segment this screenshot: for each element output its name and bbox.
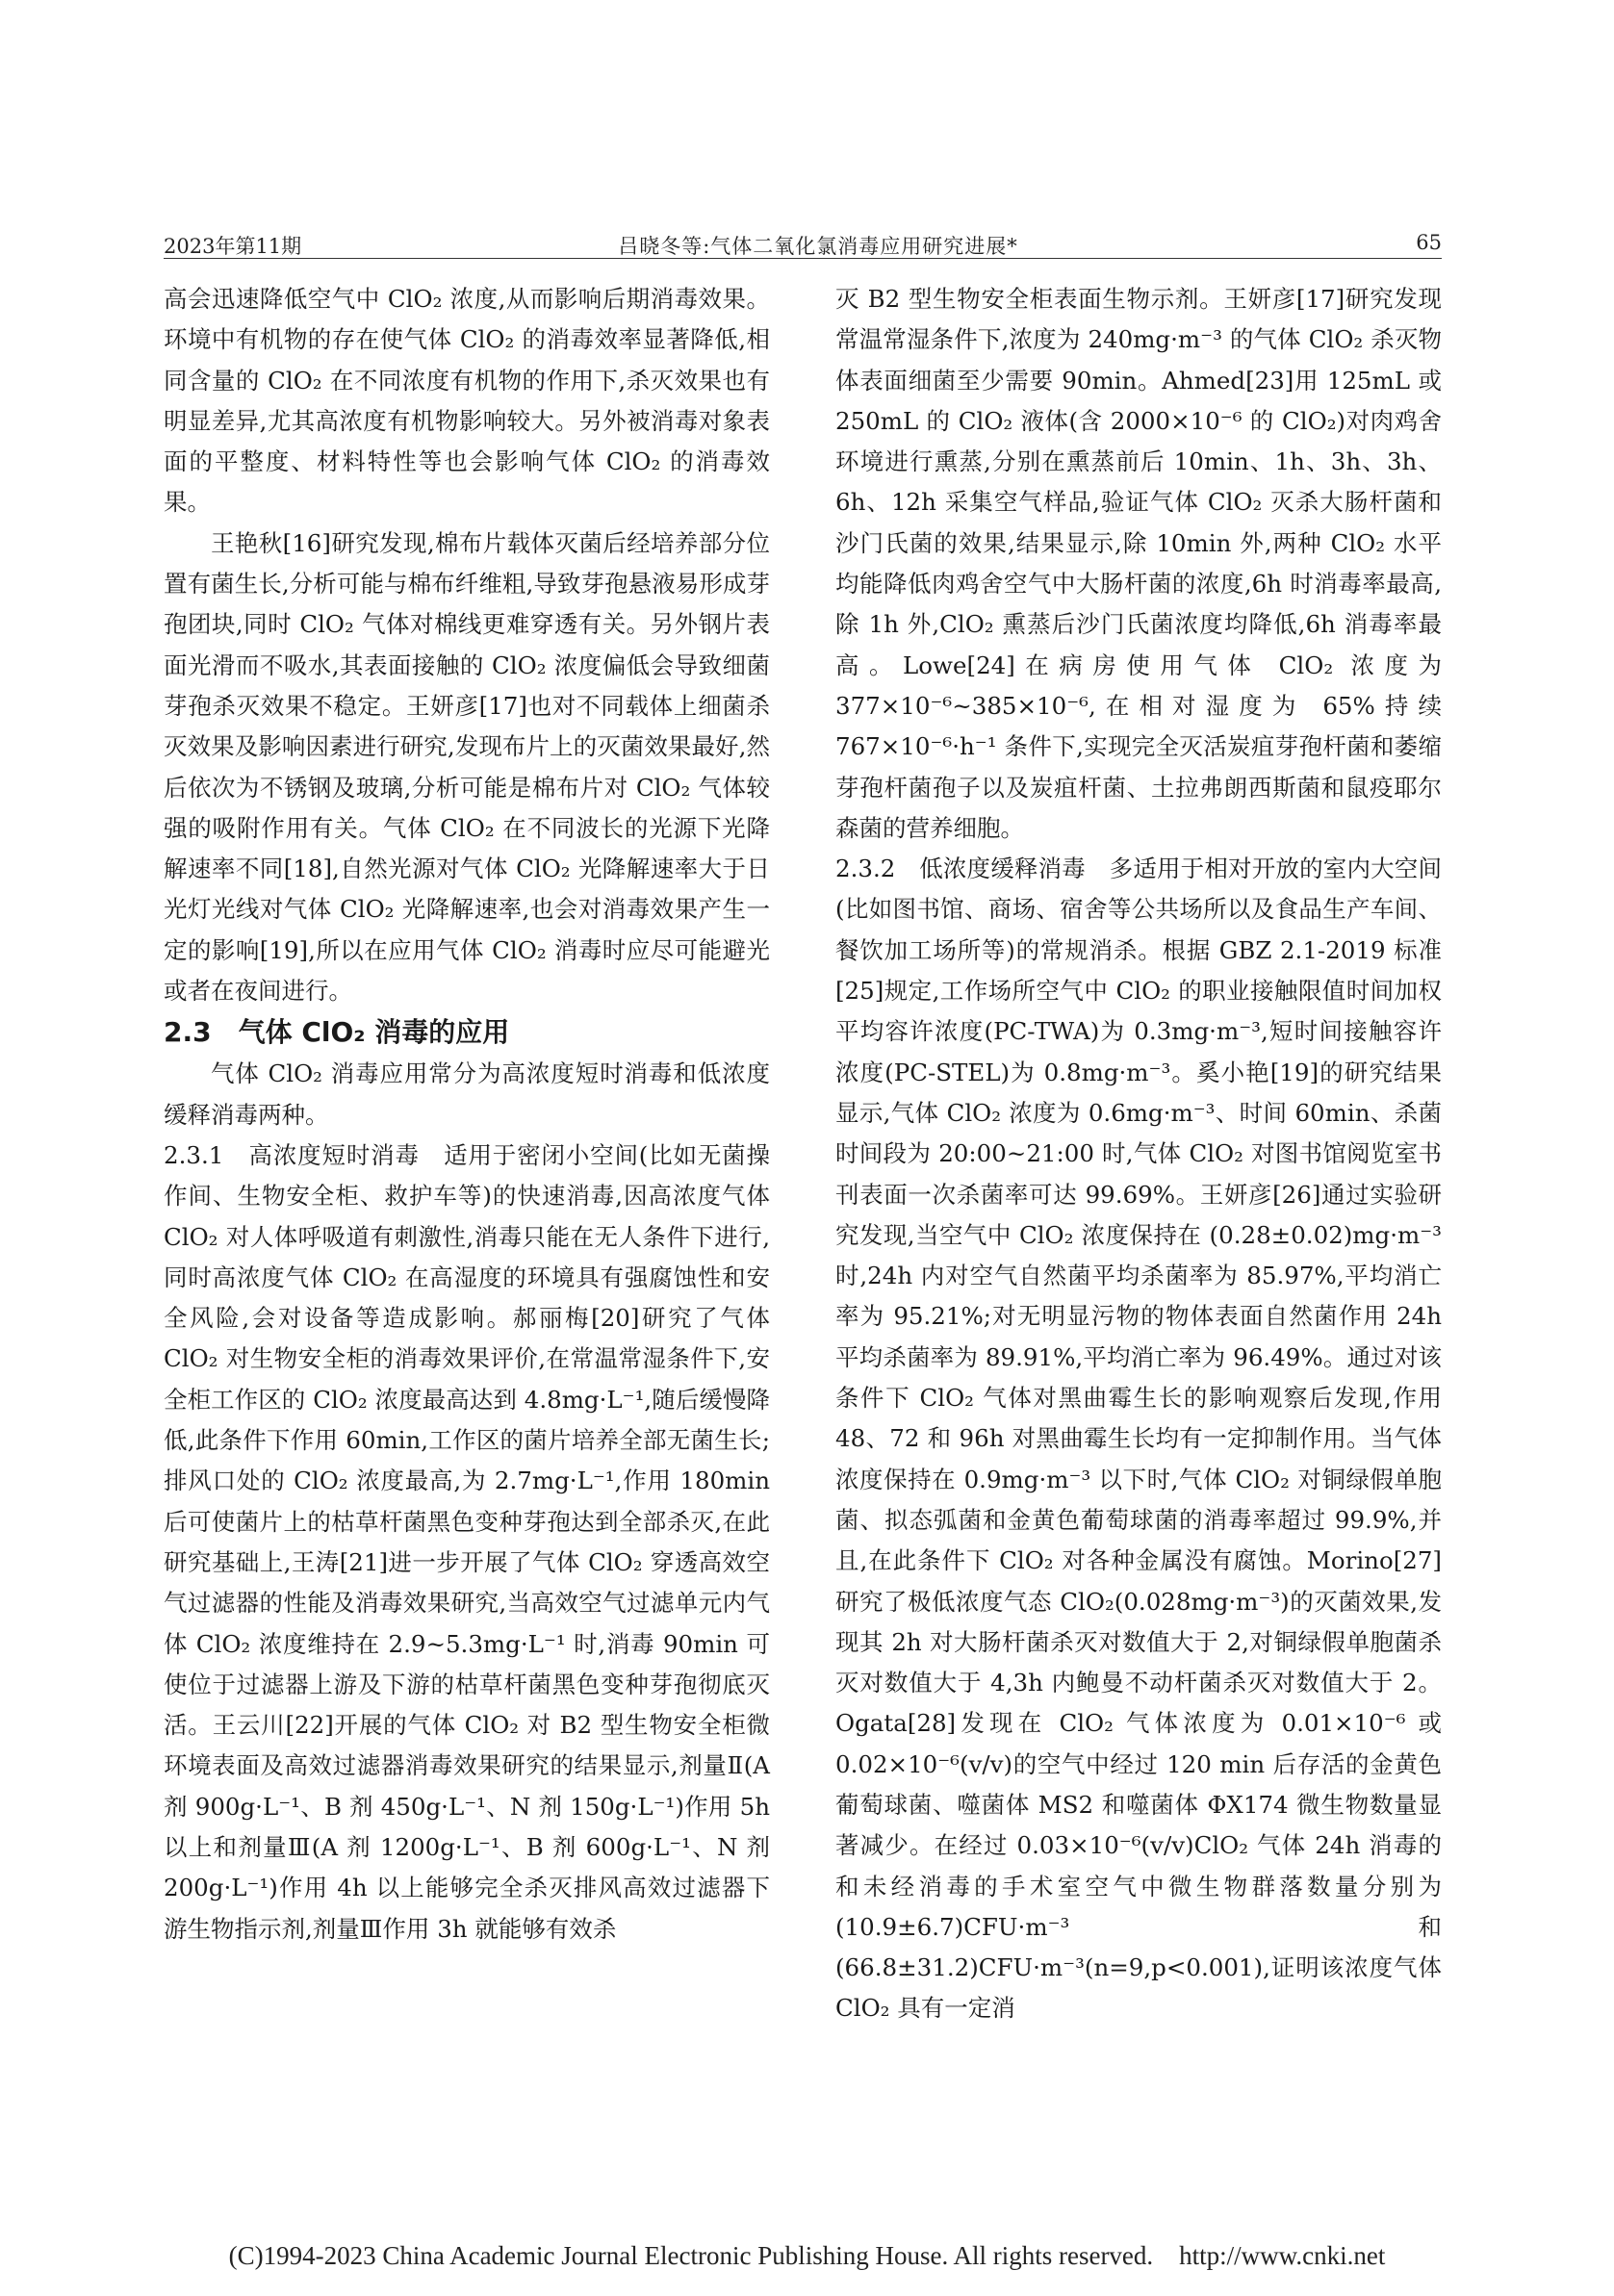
right-column: [835, 279, 1442, 2029]
section-heading-2-3: 2.3 气体 ClO₂ 消毒的应用: [164, 1016, 510, 1049]
paragraph: 气体 ClO₂ 消毒应用常分为高浓度短时消毒和低浓度缓释消毒两种。: [164, 1059, 770, 1129]
paragraph: 高会迅速降低空气中 ClO₂ 浓度,从而影响后期消毒效果。环境中有机物的存在使气体 ClO₂ 的消毒效率显著降低,相同含量的 ClO₂ 在不同浓度有机物的作用下,杀灭效果也有明显差异,尤其高浓度有机物影响较大。另外被消毒对象表面的平整度、材料特性等也会影响气体 ClO₂ 的消毒效果。: [164, 285, 770, 517]
paragraph: 灭 B2 型生物安全柜表面生物示剂。王妍彦[17]研究发现常温常湿条件下,浓度为 240mg·m⁻³ 的气体 ClO₂ 杀灭物体表面细菌至少需要 90min。Ahmed[23]用 125mL 或 250mL 的 ClO₂ 液体(含 2000×10⁻⁶ 的 ClO₂)对肉鸡舍环境进行熏蒸,分别在熏蒸前后 10min、1h、3h、3h、6h、12h 采集空气样品,验证气体 ClO₂ 灭杀大肠杆菌和沙门氏菌的效果,结果显示,除 10min 外,两种 ClO₂ 水平均能降低肉鸡舍空气中大肠杆菌的浓度,6h 时消毒率最高,除 1h 外,ClO₂ 熏蒸后沙门氏菌浓度均降低,6h 消毒率最高。Lowe[24]在病房使用气体 ClO₂ 浓度为 377×10⁻⁶~385×10⁻⁶,在相对湿度为 65%持续 767×10⁻⁶·h⁻¹ 条件下,实现完全灭活炭疽芽孢杆菌和萎缩芽孢杆菌孢子以及炭疽杆菌、土拉弗朗西斯菌和鼠疫耶尔森菌的营养细胞。: [835, 285, 1442, 842]
paragraph: 王艳秋[16]研究发现,棉布片载体灭菌后经培养部分位置有菌生长,分析可能与棉布纤维粗,导致芽孢悬液易形成芽孢团块,同时 ClO₂ 气体对棉线更难穿透有关。另外钢片表面光滑而不吸水,其表面接触的 ClO₂ 浓度偏低会导致细菌芽孢杀灭效果不稳定。王妍彦[17]也对不同载体上细菌杀灭效果及影响因素进行研究,发现布片上的灭菌效果最好,然后依次为不锈钢及玻璃,分析可能是棉布片对 ClO₂ 气体较强的吸附作用有关。气体 ClO₂ 在不同波长的光源下光降解速率不同[18],自然光源对气体 ClO₂ 光降解速率大于日光灯光线对气体 ClO₂ 光降解速率,也会对消毒效果产生一定的影响[19],所以在应用气体 ClO₂ 消毒时应尽可能避光或者在夜间进行。: [164, 528, 770, 1006]
header-rule: [164, 258, 1442, 259]
page-header: [164, 231, 1442, 269]
copyright-footer: (C)1994-2023 China Academic Journal Electronic Publishing House. All rights reserved. http://www.cnki.net: [228, 2241, 1386, 2270]
running-title: 吕晓冬等:气体二氧化氯消毒应用研究进展*: [618, 235, 1018, 258]
subsection-2-3-2: 2.3.2 低浓度缓释消毒 多适用于相对开放的室内大空间(比如图书馆、商场、宿舍等公共场所以及食品生产车间、餐饮加工场所等)的常规消杀。根据 GBZ 2.1-2019 标准[25]规定,工作场所空气中 ClO₂ 的职业接触限值时间加权平均容许浓度(PC-TWA)为 0.3mg·m⁻³,短时间接触容许浓度(PC-STEL)为 0.8mg·m⁻³。奚小艳[19]的研究结果显示,气体 ClO₂ 浓度为 0.6mg·m⁻³、时间 60min、杀菌时间段为 20:00~21:00 时,气体 ClO₂ 对图书馆阅览室书刊表面一次杀菌率可达 99.69%。王妍彦[26]通过实验研究发现,当空气中 ClO₂ 浓度保持在 (0.28±0.02)mg·m⁻³ 时,24h 内对空气自然菌平均杀菌率为 85.97%,平均消亡率为 95.21%;对无明显污物的物体表面自然菌作用 24h 平均杀菌率为 89.91%,平均消亡率为 96.49%。通过对该条件下 ClO₂ 气体对黑曲霉生长的影响观察后发现,作用 48、72 和 96h 对黑曲霉生长均有一定抑制作用。当气体浓度保持在 0.9mg·m⁻³ 以下时,气体 ClO₂ 对铜绿假单胞菌、拟态弧菌和金黄色葡萄球菌的消毒率超过 99.9%,并且,在此条件下 ClO₂ 对各种金属没有腐蚀。Morino[27]研究了极低浓度气态 ClO₂(0.028mg·m⁻³)的灭菌效果,发现其 2h 对大肠杆菌杀灭对数值大于 2,对铜绿假单胞菌杀灭对数值大于 4,3h 内鲍曼不动杆菌杀灭对数值大于 2。Ogata[28]发现在 ClO₂ 气体浓度为 0.01×10⁻⁶ 或 0.02×10⁻⁶(v/v)的空气中经过 120 min 后存活的金黄色葡萄球菌、噬菌体 MS2 和噬菌体 ΦX174 微生物数量显著减少。在经过 0.03×10⁻⁶(v/v)ClO₂ 气体 24h 消毒的和未经消毒的手术室空气中微生物群落数量分别为(10.9±6.7)CFU·m⁻³ 和(66.8±31.2)CFU·m⁻³(n=9,p<0.001),证明该浓度气体 ClO₂ 具有一定消: [835, 855, 1442, 2023]
journal-issue: 2023年第11期: [164, 235, 302, 258]
page-number: 65: [1416, 231, 1442, 254]
left-column: [164, 279, 770, 1950]
subsection-2-3-1: 2.3.1 高浓度短时消毒 适用于密闭小空间(比如无菌操作间、生物安全柜、救护车等)的快速消毒,因高浓度气体 ClO₂ 对人体呼吸道有刺激性,消毒只能在无人条件下进行,同时高浓度气体 ClO₂ 在高湿度的环境具有强腐蚀性和安全风险,会对设备等造成影响。郝丽梅[20]研究了气体 ClO₂ 对生物安全柜的消毒效果评价,在常温常湿条件下,安全柜工作区的 ClO₂ 浓度最高达到 4.8mg·L⁻¹,随后缓慢降低,此条件下作用 60min,工作区的菌片培养全部无菌生长;排风口处的 ClO₂ 浓度最高,为 2.7mg·L⁻¹,作用 180min 后可使菌片上的枯草杆菌黑色变种芽孢达到全部杀灭,在此研究基础上,王涛[21]进一步开展了气体 ClO₂ 穿透高效空气过滤器的性能及消毒效果研究,当高效空气过滤单元内气体 ClO₂ 浓度维持在 2.9~5.3mg·L⁻¹ 时,消毒 90min 可使位于过滤器上游及下游的枯草杆菌黑色变种芽孢彻底灭活。王云川[22]开展的气体 ClO₂ 对 B2 型生物安全柜微环境表面及高效过滤器消毒效果研究的结果显示,剂量Ⅱ(A 剂 900g·L⁻¹、B 剂 450g·L⁻¹、N 剂 150g·L⁻¹)作用 5h 以上和剂量Ⅲ(A 剂 1200g·L⁻¹、B 剂 600g·L⁻¹、N 剂 200g·L⁻¹)作用 4h 以上能够完全杀灭排风高效过滤器下游生物指示剂,剂量Ⅲ作用 3h 就能够有效杀: [164, 1140, 770, 1943]
